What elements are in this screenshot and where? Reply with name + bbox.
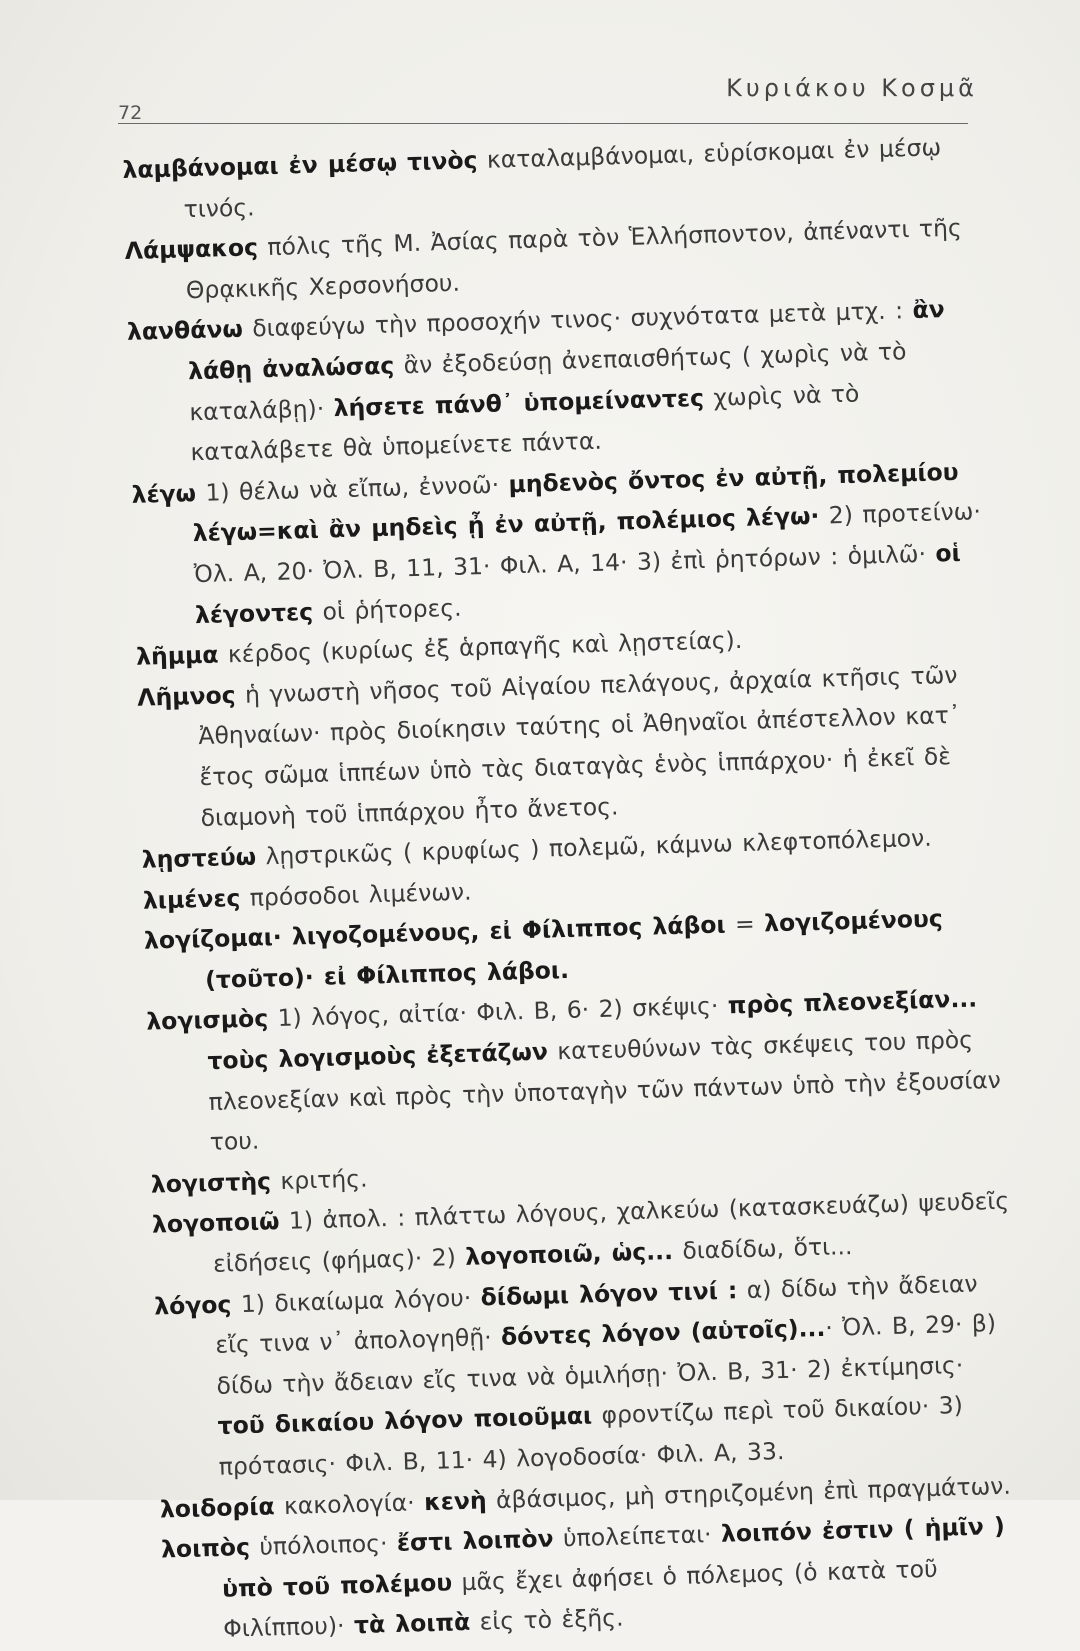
example-phrase: πρὸς πλεονεξίαν... τοὺς λογισμοὺς ἐξετάζων <box>207 984 978 1076</box>
dictionary-entries <box>122 126 1024 1651</box>
definition-text: ὑπόλοιπος· <box>249 1529 398 1562</box>
definition-text: πόλις τῆς Μ. Ἀσίας παρὰ τὸν Ἑλλήσποντον, ἀπέναντι τῆς Θρᾳκικῆς Χερσονήσου. <box>185 213 963 305</box>
headword: λογισμὸς <box>145 1004 269 1037</box>
headword: λοιπὸς <box>160 1533 251 1564</box>
running-head: Κυριάκου Κοσμᾶ <box>726 74 978 102</box>
definition-text: 1) θέλω νὰ εἴπω, ἐννοῶ· <box>195 470 509 507</box>
definition-text: διαφεύγω τὴν προσοχήν τινος· συχνότατα μετὰ μτχ. : <box>242 296 913 344</box>
dictionary-entry <box>131 451 995 637</box>
example-phrase: λογιζομένους (τοῦτο)· εἰ Φίλιππος λάβοι. <box>204 904 944 994</box>
example-phrase: ἔστι λοιπὸν <box>396 1524 554 1558</box>
definition-text: 1) δικαίωμα λόγου· <box>230 1283 482 1319</box>
definition-text: 2) προτείνω· Ὀλ. Α, 20· Ὀλ. Β, 11, 31· Φιλ. Α, 14· 3) ἐπὶ ῥητόρων : ὁμιλῶ· <box>193 497 982 589</box>
definition-text: κακολογία· <box>274 1487 425 1520</box>
definition-text: 1) λόγος, αἰτία· Φιλ. Β, 6· 2) σκέψις· <box>267 991 729 1033</box>
example-phrase: κενὴ <box>423 1485 487 1516</box>
definition-text: ὑπολείπεται· <box>553 1520 722 1553</box>
headword: Λῆμνος <box>136 680 236 712</box>
headword: λαμβάνομαι ἐν μέσῳ τινὸς <box>122 146 478 184</box>
dictionary-entry <box>146 978 1010 1164</box>
definition-text: λῃστρικῶς ( κρυφίως ) πολεμῶ, κάμνω κλεφτοπόλεμον. <box>255 823 933 871</box>
header-rule <box>118 123 968 124</box>
headword: λογιστὴς <box>150 1167 272 1199</box>
example-phrase: τοῦ δικαίου λόγον ποιοῦμαι <box>217 1401 593 1441</box>
dictionary-entry <box>154 1262 1019 1489</box>
example-phrase: λιγοζομένους, εἰ Φίλιππος λάβοι <box>281 910 726 952</box>
example-phrase: ἂν λάθῃ ἀναλώσας <box>187 295 946 386</box>
example-phrase: μηδενὸς ὄντος ἐν αὐτῇ, πολεμίου λέγω=καὶ ἂν μηδεὶς ᾖ ἐν αὐτῇ, πολέμιος λέγω· <box>192 457 959 548</box>
definition-text: πρόσοδοι λιμένων. <box>239 877 472 912</box>
definition-text: ἀβάσιμος, μὴ στηριζομένη ἐπὶ πραγμάτων. <box>486 1471 1012 1514</box>
definition-text: διαδίδω, ὅτι... <box>672 1232 853 1266</box>
headword: λογοποιῶ <box>151 1207 280 1240</box>
headword: λόγος <box>153 1290 232 1321</box>
definition-text: · Ὀλ. Β, 29· β) δίδω τὴν ἄδειαν εἴς τινα νὰ ὁμιλήσῃ· Ὀλ. Β, 31· 2) ἐκτίμησις· <box>216 1309 997 1400</box>
example-phrase: λήσετε πάνθ᾽ ὑπομείναντες <box>333 383 705 422</box>
example-phrase: οἱ λέγοντες <box>194 538 962 629</box>
page-header <box>118 74 978 124</box>
definition-text: κέρδος (κυρίως ἐξ ἁρπαγῆς καὶ λῃστείας). <box>218 626 743 669</box>
definition-text: ἡ γνωστὴ νῆσος τοῦ Αἰγαίου πελάγους, ἀρχαία κτῆσις τῶν Ἀθηναίων· πρὸς διοίκησιν ταύτης οἱ Ἀθηναῖοι ἀπέστελλον κατ᾽ ἔτος σῶμα ἱππέων ὑπὸ τὰς διαταγὰς ἑνὸς ἱππάρχου· ἡ ἐκεῖ δὲ διαμονὴ τοῦ ἱππάρχου ἦτο ἄνετος. <box>198 660 961 832</box>
definition-text: 1) ἀπολ. : πλάττω λόγους, χαλκεύω (κατασκευάζω) ψευδεῖς εἰδήσεις (φήμας)· 2) <box>212 1187 1010 1278</box>
headword: λῃστεύω <box>141 842 257 874</box>
definition-text: οἱ ῥήτορες. <box>312 593 462 626</box>
definition-text: κατευθύνων τὰς σκέψεις του πρὸς πλεονεξίαν καὶ πρὸς τὴν ὑποταγὴν τῶν πάντων ὑπὸ τὴν ἐξουσίαν του. <box>208 1025 1002 1157</box>
example-phrase: λοιπόν ἐστιν ( ἡμῖν ) ὑπὸ τοῦ πολέμου <box>221 1512 1006 1603</box>
definition-text: μᾶς ἔχει ἀφήσει ὁ πόλεμος (ὁ κατὰ τοῦ Φιλίππου)· <box>222 1554 938 1644</box>
dictionary-entry <box>161 1506 1024 1651</box>
definition-text: εἰς τὸ ἑξῆς. <box>469 1603 624 1637</box>
headword: λέγω <box>131 478 197 509</box>
example-phrase: δίδωμι λόγον τινί : <box>480 1275 738 1312</box>
dictionary-entry <box>137 654 1001 840</box>
definition-text: χωρὶς νὰ τὸ καταλάβετε θὰ ὑπομείνετε πάντα. <box>190 379 860 467</box>
definition-text: καταλαμβάνομαι, εὑρίσκομαι ἐν μέσῳ τινός. <box>183 133 942 223</box>
headword: λανθάνω <box>126 315 244 347</box>
definition-text: φροντίζω περὶ τοῦ δικαίου· 3) πρότασις· Φιλ. Β, 11· 4) λογοδοσία· Φιλ. Α, 33. <box>218 1391 964 1481</box>
headword: λοιδορία <box>159 1491 275 1524</box>
definition-text: α) δίδω τὴν ἄδειαν εἴς τινα ν᾽ ἀπολογηθῇ· <box>215 1269 978 1360</box>
dictionary-entry <box>127 288 991 474</box>
page-number: 72 <box>118 102 143 124</box>
headword: λῆμμα <box>135 640 219 671</box>
headword: λογίζομαι· <box>143 923 283 955</box>
headword: Λάμψακος <box>124 233 259 266</box>
example-phrase: δόντες λόγον (αὑτοῖς)... <box>500 1314 826 1352</box>
definition-text: = <box>725 909 765 939</box>
headword: λιμένες <box>142 883 241 915</box>
definition-text: ἂν ἐξοδεύσῃ ἀνεπαισθήτως ( χωρὶς νὰ τὸ καταλάβῃ)· <box>188 337 907 426</box>
example-phrase: λογοποιῶ, ὡς... <box>464 1237 674 1271</box>
example-phrase: τὰ λοιπὰ <box>353 1608 471 1640</box>
definition-text: κριτής. <box>270 1164 368 1196</box>
